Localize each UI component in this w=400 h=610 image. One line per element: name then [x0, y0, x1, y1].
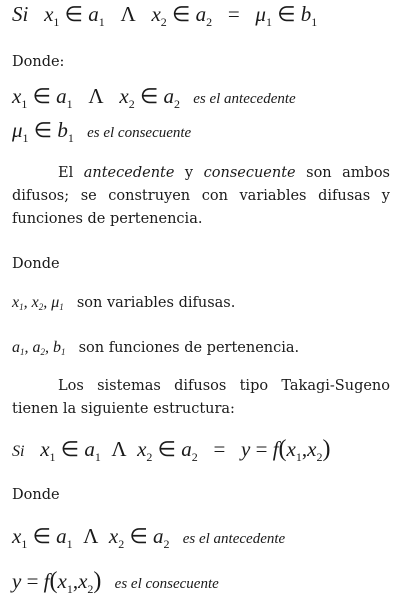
variables-description: son variables difusas.	[76, 295, 236, 311]
a2-symbol: $a_2$	[195, 2, 213, 29]
functions-line	[12, 337, 390, 357]
paragraph-takagi-sugeno: Los sistemas difusos tipo Takagi-Sugeno tienen la siguiente estructura:	[12, 378, 390, 417]
x2-symbol: $x_2$	[151, 2, 167, 29]
rule-1-equation: Si $x_1$ ∈ $a_1$ Λ $x_2$ ∈ $a_2$ = $\mu_1$ ∈ $b_1$	[12, 2, 318, 29]
a1-symbol: $a_1$	[88, 2, 105, 29]
variables-list: $x_1$, $x_2$, $\mu_1$	[12, 294, 64, 312]
y-symbol: y	[241, 437, 251, 461]
donde-label-1: Donde:	[12, 54, 65, 70]
variables-line	[12, 292, 390, 312]
x1-symbol: $x_1$	[44, 2, 60, 29]
paragraph-antecedente-consecuente: El antecedente y consecuente son ambos difusos; se construyen con variables difusas y funciones de pertenencia.	[12, 165, 390, 227]
consequent-label: es el consecuente	[87, 125, 192, 141]
antecedent-definition-1: $x_1$ ∈ $a_1$ Λ $x_2$ ∈ $a_2$ es el antecedente	[12, 84, 296, 111]
functions-description: son funciones de pertenencia.	[78, 340, 300, 356]
consequent-label-2: es el consecuente	[114, 576, 219, 592]
antecedent-label: es el antecedente	[193, 91, 296, 107]
si-keyword: Si	[12, 2, 29, 26]
si-keyword-2: Si	[12, 443, 25, 460]
antecedent-label-2: es el antecedente	[182, 531, 286, 547]
mu1-symbol: $\mu_1$	[255, 2, 272, 29]
consequent-definition-1: $\mu_1$ ∈ $b_1$ es el consecuente	[12, 118, 192, 145]
f-function: $f(x_1,x_2)$	[272, 436, 331, 464]
donde-label-2: Donde	[12, 256, 60, 272]
consequent-definition-2: $y = f(x_1,x_2)$ es el consecuente	[12, 568, 219, 596]
equals-sign: =	[227, 2, 240, 26]
rule-2-equation: Si $x_1$ ∈ $a_1$ Λ $x_2$ ∈ $a_2$ = $y = f(x_1,x_2)$	[12, 436, 331, 464]
antecedent-definition-2: $x_1$ ∈ $a_1$ Λ $x_2$ ∈ $a_2$ es el antecedente	[12, 524, 286, 551]
functions-list: $a_1$, $a_2$, $b_1$	[12, 339, 66, 357]
b1-symbol: $b_1$	[300, 2, 318, 29]
and-operator: Λ	[120, 2, 136, 26]
donde-label-3: Donde	[12, 487, 60, 503]
